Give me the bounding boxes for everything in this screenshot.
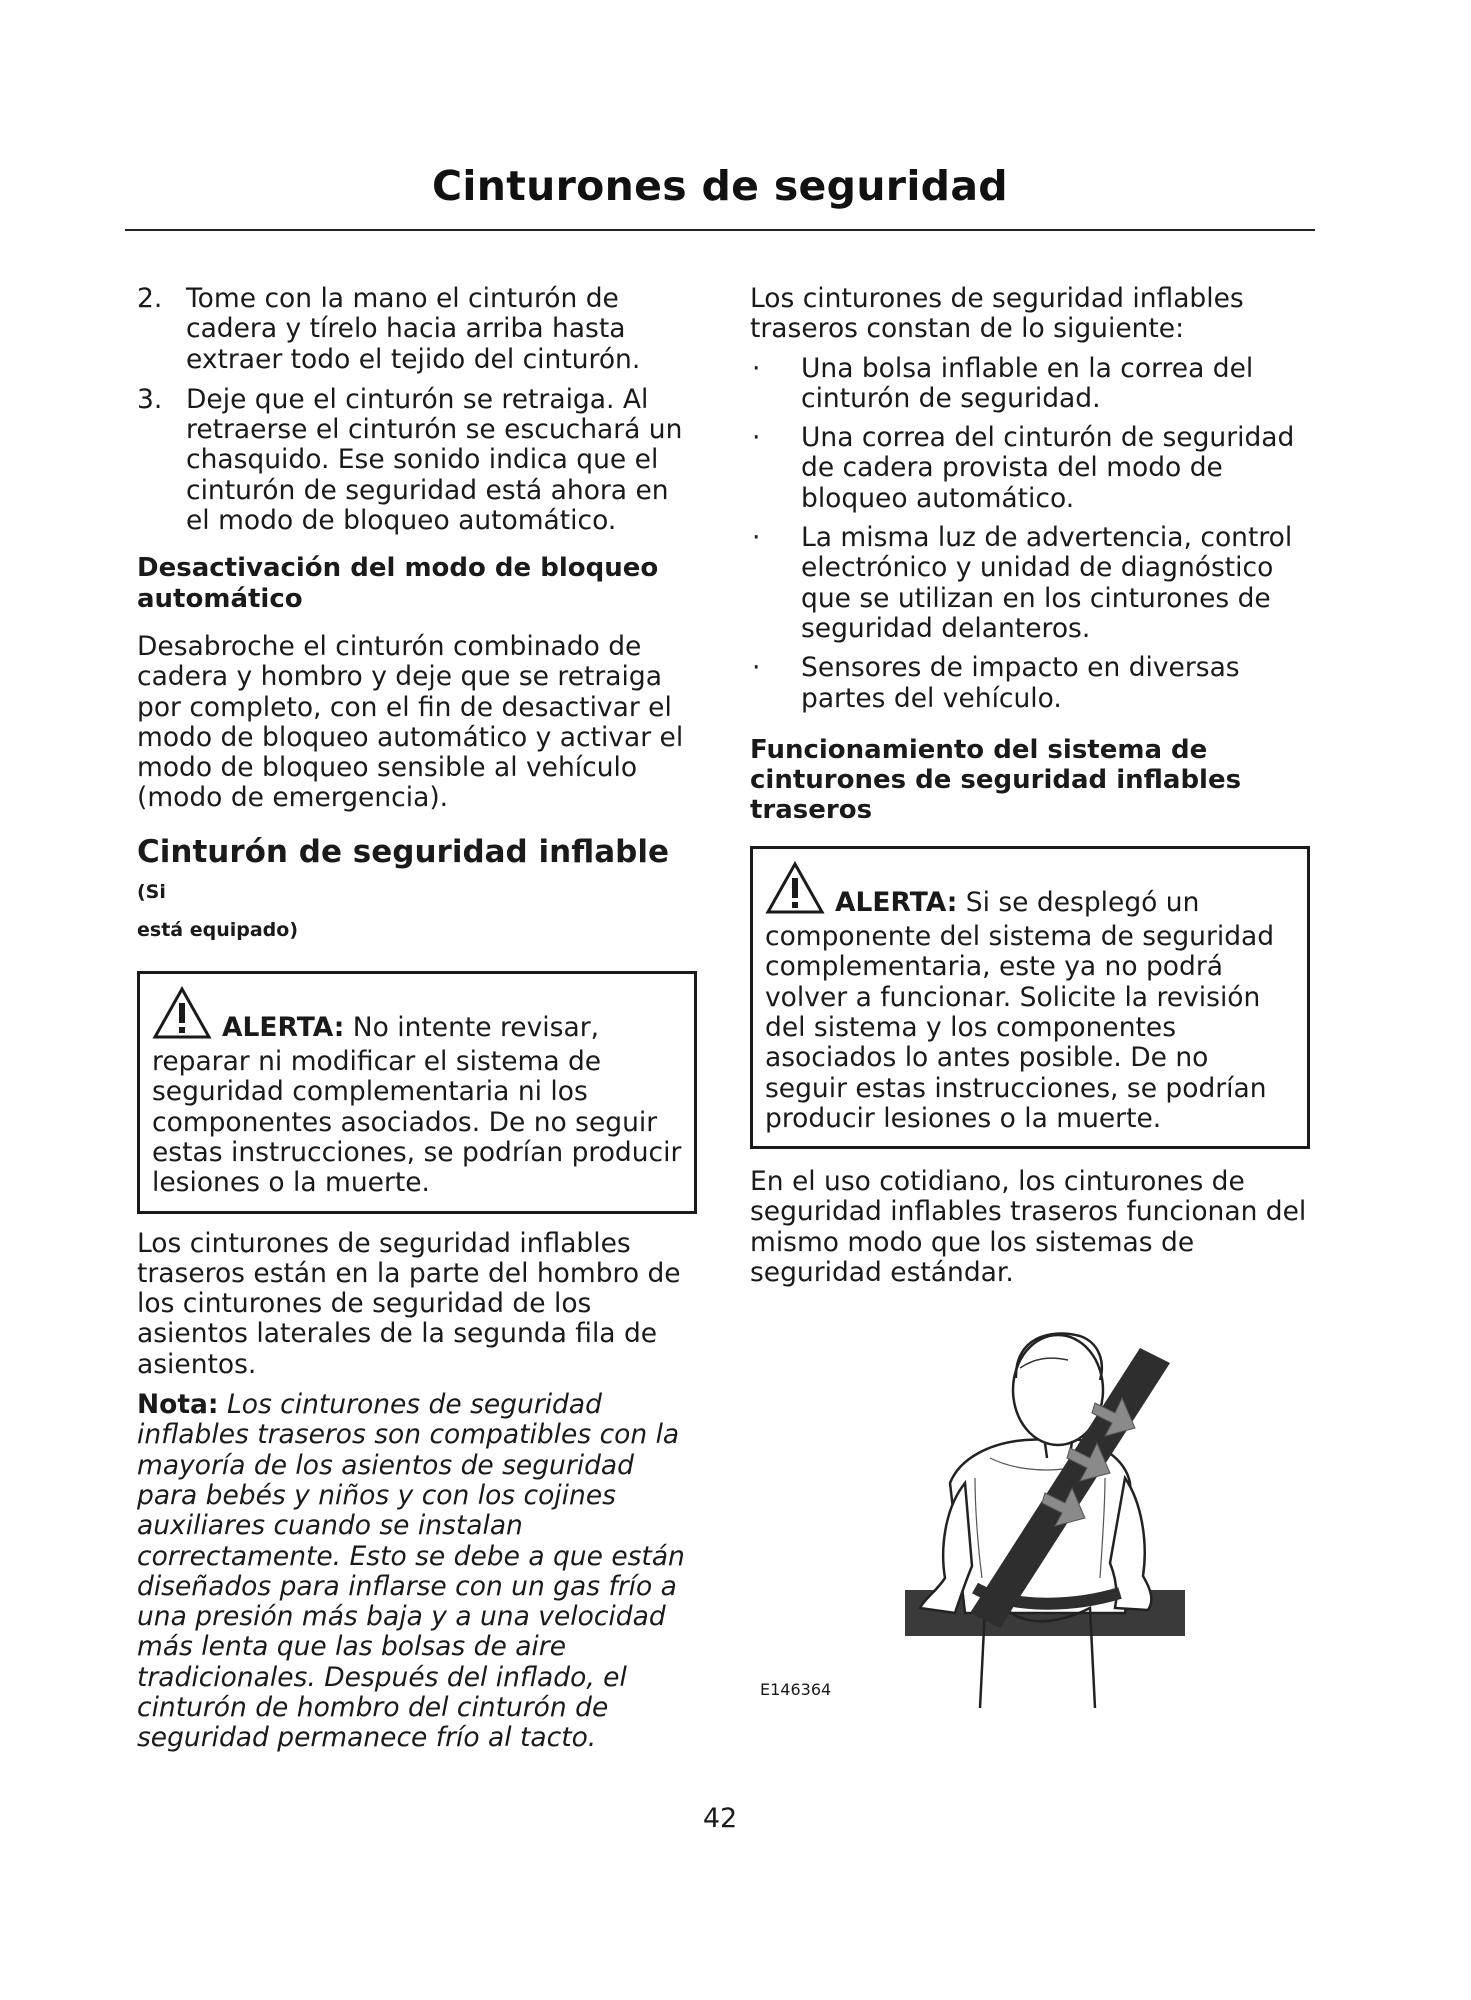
illustration-child-inflatable-belt [750, 1308, 1310, 1708]
list-item [750, 423, 1310, 514]
alert-text [152, 986, 682, 1199]
step-number: 2. [137, 283, 163, 314]
bullet-icon: · [752, 422, 761, 454]
child-seatbelt-illustration [750, 1308, 1310, 1708]
list-item [750, 523, 1310, 644]
warning-triangle-icon [152, 986, 212, 1047]
list-item [137, 284, 697, 375]
steps-list [137, 284, 697, 536]
bullet-text: Sensores de impacto en diversas partes del vehículo. [801, 652, 1240, 714]
paragraph-deactivation: Desabroche el cinturón combinado de cadera y hombro y deje que se retraiga por completo, con el fin de desactivar el modo de bloqueo automático y activar el modo de bloqueo sensible al vehículo (modo de emergencia). [137, 630, 684, 814]
paragraph-location: Los cinturones de seguridad inflables traseros están en la parte del hombro de los cinturones de seguridad de los asientos laterales de la segunda fila de asientos. [137, 1227, 681, 1380]
section-title-suffix: (Si [137, 880, 166, 903]
warning-triangle-icon [765, 861, 825, 922]
section-title-line2: está equipado) [137, 918, 298, 941]
step-number: 3. [137, 383, 163, 415]
alert-label: ALERTA: [222, 1011, 345, 1043]
paragraph-components-intro: Los cinturones de seguridad inflables traseros constan de lo siguiente: [750, 283, 1244, 345]
alert-box [137, 971, 697, 1214]
alert-label: ALERTA: [835, 886, 958, 918]
bullet-icon: · [752, 652, 761, 684]
right-column [750, 284, 1310, 1288]
title-rule [125, 229, 1315, 231]
note [137, 1390, 697, 1754]
bullet-icon: · [752, 352, 761, 384]
list-item [750, 653, 1310, 714]
list-item [137, 385, 697, 536]
step-text: Tome con la mano el cinturón de cadera y tírelo hacia arriba hasta extraer todo el tejido del cinturón. [186, 283, 641, 375]
list-item [750, 354, 1310, 415]
bullet-icon: · [752, 522, 761, 554]
figure-code: E146364 [760, 1680, 832, 1699]
paragraph-everyday-use: En el uso cotidiano, los cinturones de seguridad inflables traseros funcionan del mismo modo que los sistemas de seguridad estándar. [750, 1166, 1307, 1289]
section-title-text: Cinturón de seguridad inflable [137, 833, 669, 870]
note-text: Los cinturones de seguridad inflables traseros son compatibles con la mayoría de los asientos de seguridad para bebés y niños y con los cojines auxiliares cuando se instalan correctamente. Esto se debe a que están diseñados para inflarse con un gas frío a una presión más baja y a una velocidad más lenta que las bolsas de aire tradicionales. Después del inflado, el cinturón de hombro del cinturón de seguridad permanece frío al tacto. [137, 1389, 685, 1754]
alert-text [765, 861, 1295, 1134]
bullet-text: Una correa del cinturón de seguridad de cadera provista del modo de bloqueo automático. [801, 422, 1295, 514]
subheading-deactivation: Desactivación del modo de bloqueo automático [137, 553, 659, 614]
bullet-text: Una bolsa inflable en la correa del cinturón de seguridad. [801, 352, 1254, 414]
note-label: Nota: [137, 1389, 219, 1421]
alert-body: No intente revisar, reparar ni modificar el sistema de seguridad complementaria ni los componentes asociados. De no seguir estas instrucciones, se podrían producir lesiones o la muerte. [152, 1011, 682, 1199]
subheading-operation: Funcionamiento del sistema de cinturones de seguridad inflables traseros [750, 734, 1242, 826]
left-column [137, 284, 697, 1754]
section-title-inflatable-belt [137, 834, 697, 910]
bullet-text: La misma luz de advertencia, control electrónico y unidad de diagnóstico que se utilizan en los cinturones de seguridad delanteros. [801, 522, 1293, 644]
alert-body: Si se desplegó un componente del sistema de seguridad complementaria, este ya no podrá volver a funcionar. Solicite la revisión del sistema y los componentes asociados lo antes posible. De no seguir estas instrucciones, se podrían producir lesiones o la muerte. [765, 886, 1275, 1134]
step-text: Deje que el cinturón se retraiga. Al retraerse el cinturón se escuchará un chasquido. Ese sonido indica que el cinturón de seguridad está ahora en el modo de bloqueo automático. [186, 383, 683, 537]
page-number: 42 [702, 1803, 738, 1834]
components-list [750, 354, 1310, 714]
page-title: Cinturones de seguridad [432, 162, 1008, 210]
alert-box [750, 846, 1310, 1149]
